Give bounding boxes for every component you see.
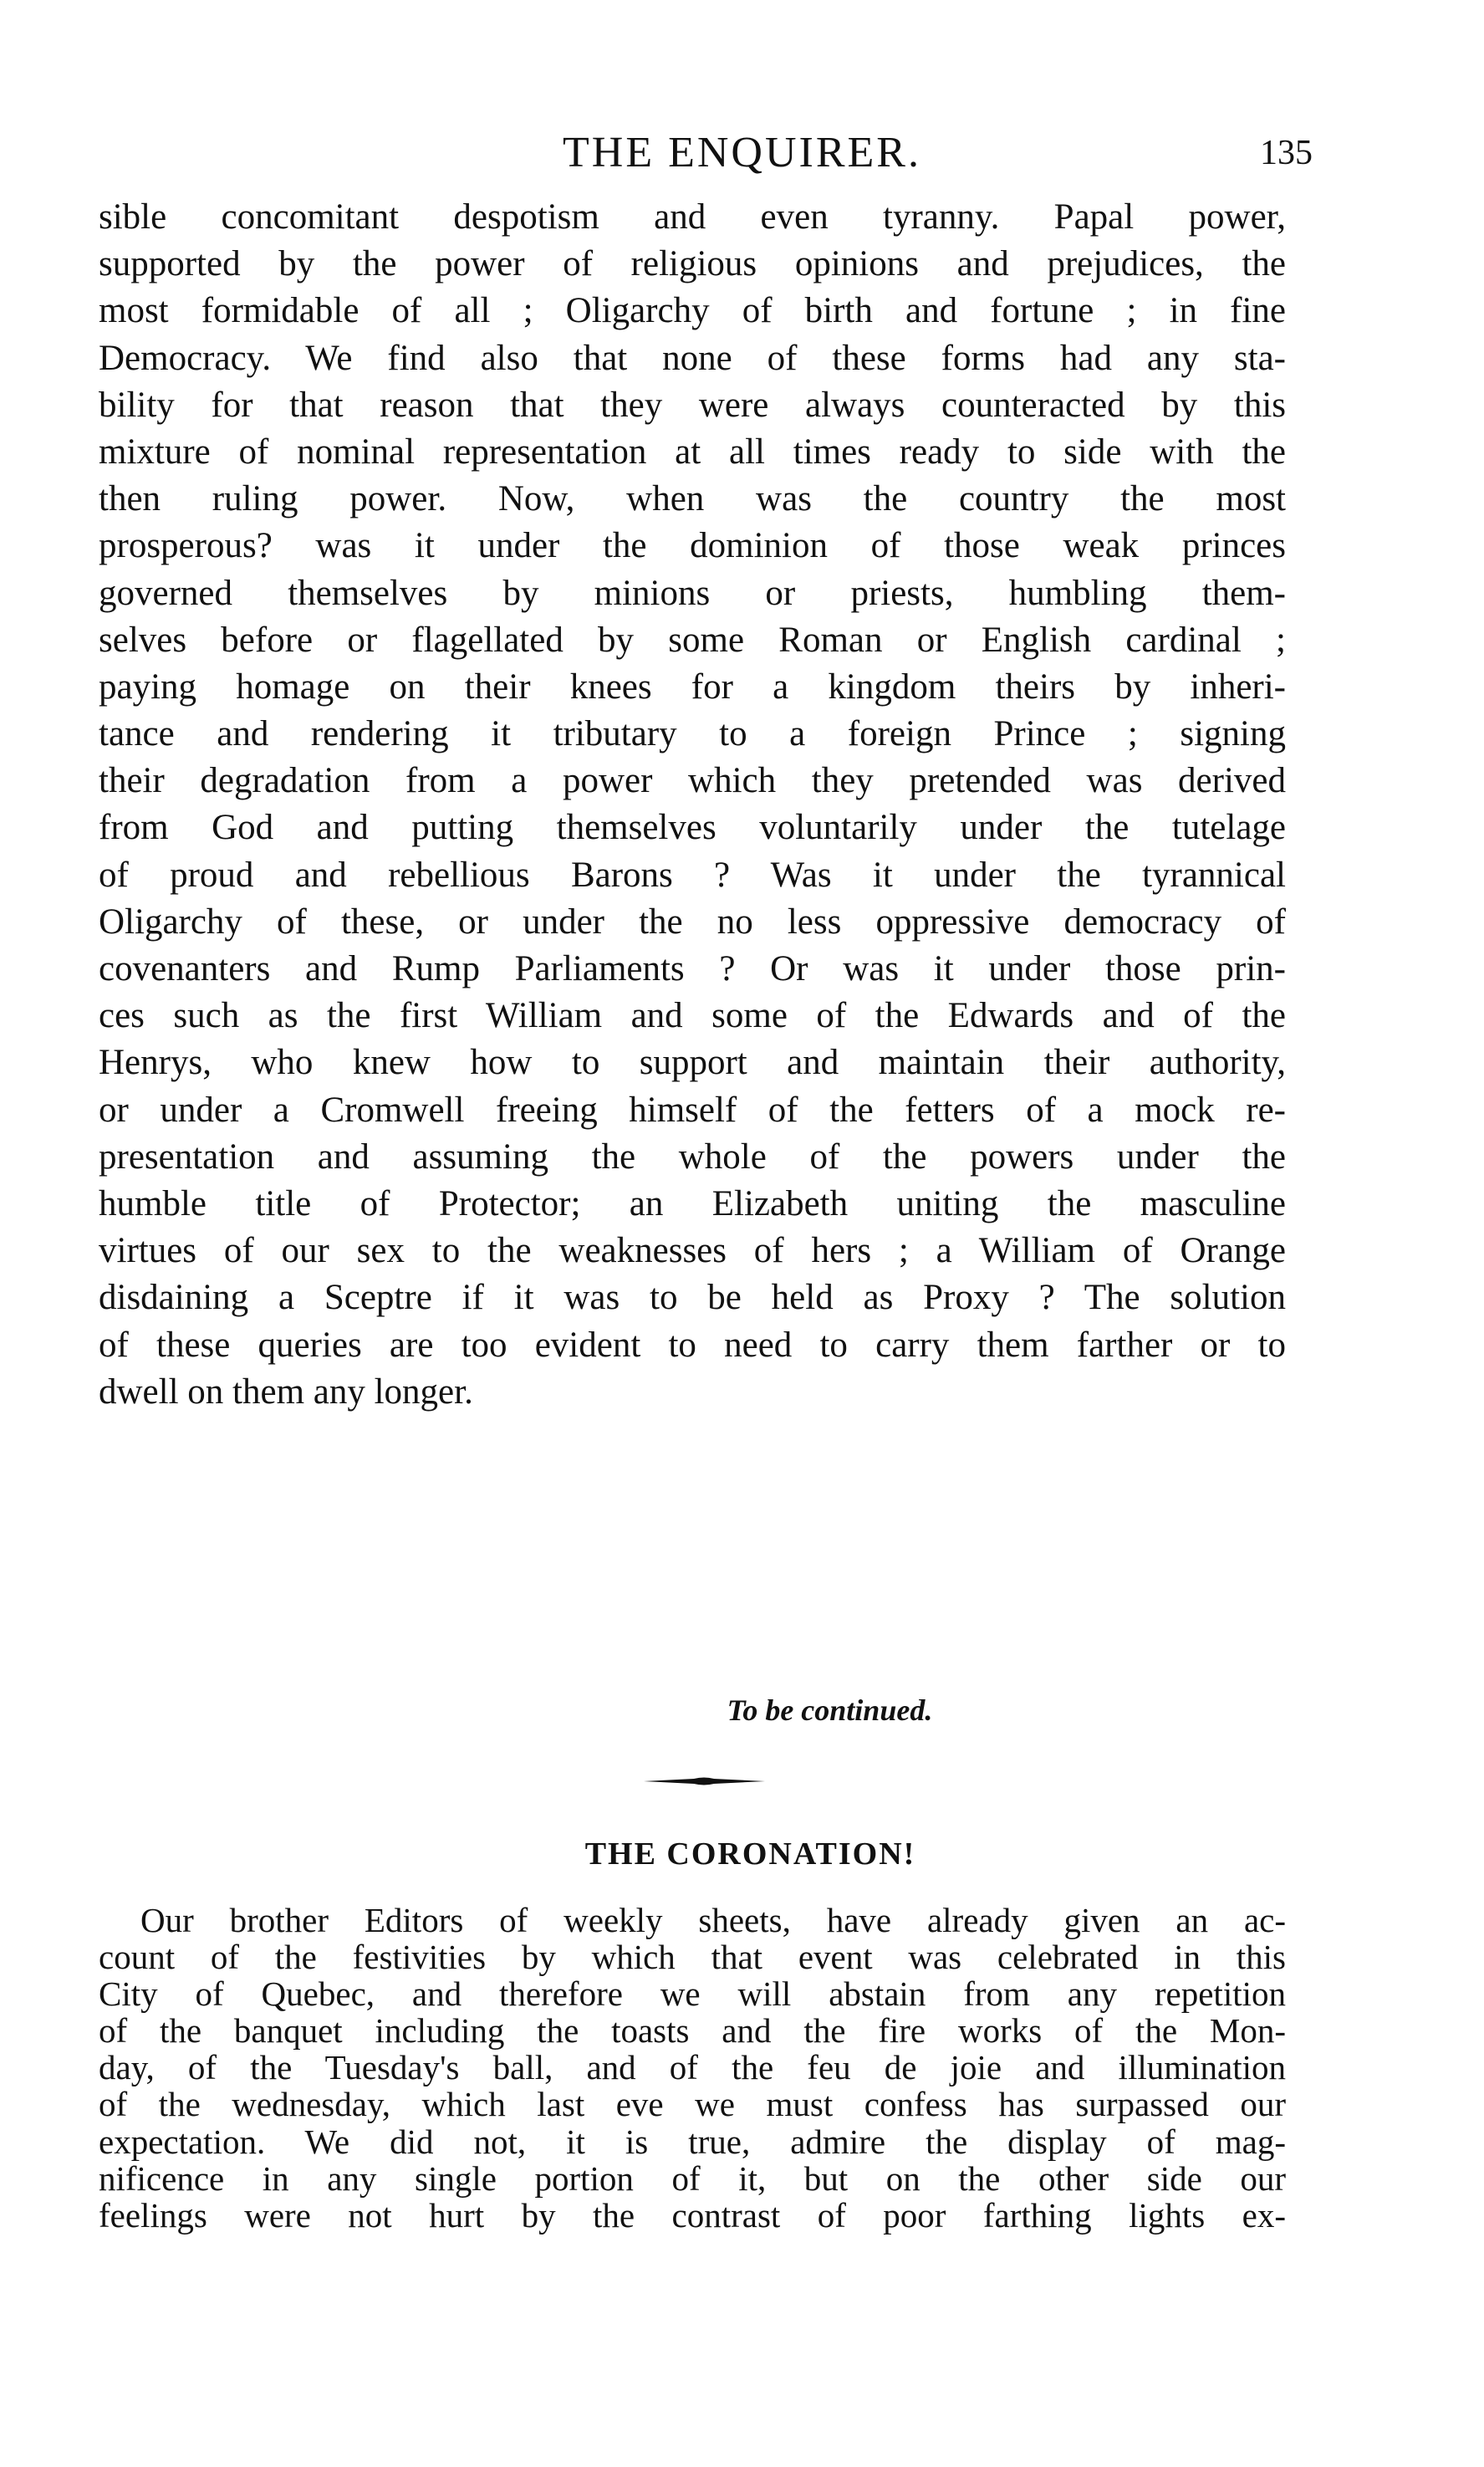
- body-line: selves before or flagellated by some Roman or English cardinal ;: [99, 620, 1286, 660]
- body-line: from God and putting themselves voluntarily under the tutelage: [99, 808, 1286, 848]
- body-line: disdaining a Sceptre if it was to be held as Proxy ? The solution: [99, 1278, 1286, 1318]
- page-number: 135: [1260, 134, 1313, 172]
- running-head: [0, 124, 1484, 182]
- body-line: their degradation from a power which they pretended was derived: [99, 761, 1286, 801]
- body-line: dwell on them any longer.: [99, 1371, 473, 1412]
- body-line: mixture of nominal representation at all times ready to side with the: [99, 432, 1286, 472]
- body-line: prosperous? was it under the dominion of those weak princes: [99, 526, 1286, 566]
- article-body: [99, 194, 1286, 1416]
- body-line: or under a Cromwell freeing himself of the fetters of a mock re-: [99, 1090, 1286, 1130]
- body-line: day, of the Tuesday's ball, and of the feu de joie and illumination: [99, 2048, 1286, 2087]
- body-line: paying homage on their knees for a kingdom theirs by inheri-: [99, 667, 1286, 707]
- body-line: of these queries are too evident to need to carry them farther or to: [99, 1325, 1286, 1365]
- to-be-continued-note: To be continued.: [727, 1693, 933, 1727]
- body-line: then ruling power. Now, when was the country the most: [99, 479, 1286, 519]
- body-line: feelings were not hurt by the contrast of poor farthing lights ex-: [99, 2195, 1286, 2235]
- body-line: bility for that reason that they were always counteracted by this: [99, 385, 1286, 425]
- body-line: count of the festivities by which that event was celebrated in this: [99, 1938, 1286, 1977]
- coronation-body: [99, 1902, 1286, 2234]
- body-line: humble title of Protector; an Elizabeth uniting the masculine: [99, 1183, 1286, 1223]
- running-title: THE ENQUIRER.: [563, 129, 921, 176]
- body-line: Our brother Editors of weekly sheets, have already given an ac-: [140, 1901, 1286, 1939]
- body-line: covenanters and Rump Parliaments ? Or was it under those prin-: [99, 949, 1286, 988]
- body-line: of proud and rebellious Barons ? Was it under the tyrannical: [99, 855, 1286, 895]
- body-line: most formidable of all ; Oligarchy of birth and fortune ; in fine: [99, 291, 1286, 331]
- body-line: supported by the power of religious opinions and prejudices, the: [99, 244, 1286, 284]
- body-line: of the wednesday, which last eve we must confess has surpassed our: [99, 2085, 1286, 2124]
- body-line: Henrys, who knew how to support and maintain their authority,: [99, 1043, 1286, 1083]
- body-line: presentation and assuming the whole of the powers under the: [99, 1136, 1286, 1177]
- body-line: expectation. We did not, it is true, admire the display of mag-: [99, 2122, 1286, 2161]
- body-line: ces such as the first William and some of the Edwards and of the: [99, 996, 1286, 1036]
- body-line: nificence in any single portion of it, but on the other side our: [99, 2158, 1286, 2198]
- body-line: of the banquet including the toasts and the fire works of the Mon-: [99, 2011, 1286, 2051]
- section-title: THE CORONATION!: [584, 1836, 916, 1872]
- body-line: Oligarchy of these, or under the no less oppressive democracy of: [99, 902, 1286, 942]
- body-line: tance and rendering it tributary to a foreign Prince ; signing: [99, 714, 1286, 754]
- body-line: governed themselves by minions or priests, humbling them-: [99, 573, 1286, 613]
- body-line: Democracy. We find also that none of these forms had any sta-: [99, 338, 1286, 378]
- body-line: sible concomitant despotism and even tyranny. Papal power,: [99, 197, 1286, 237]
- body-line: virtues of our sex to the weaknesses of hers ; a William of Orange: [99, 1231, 1286, 1271]
- ornamental-rule: [644, 1776, 765, 1786]
- body-line: City of Quebec, and therefore we will abstain from any repetition: [99, 1974, 1286, 2014]
